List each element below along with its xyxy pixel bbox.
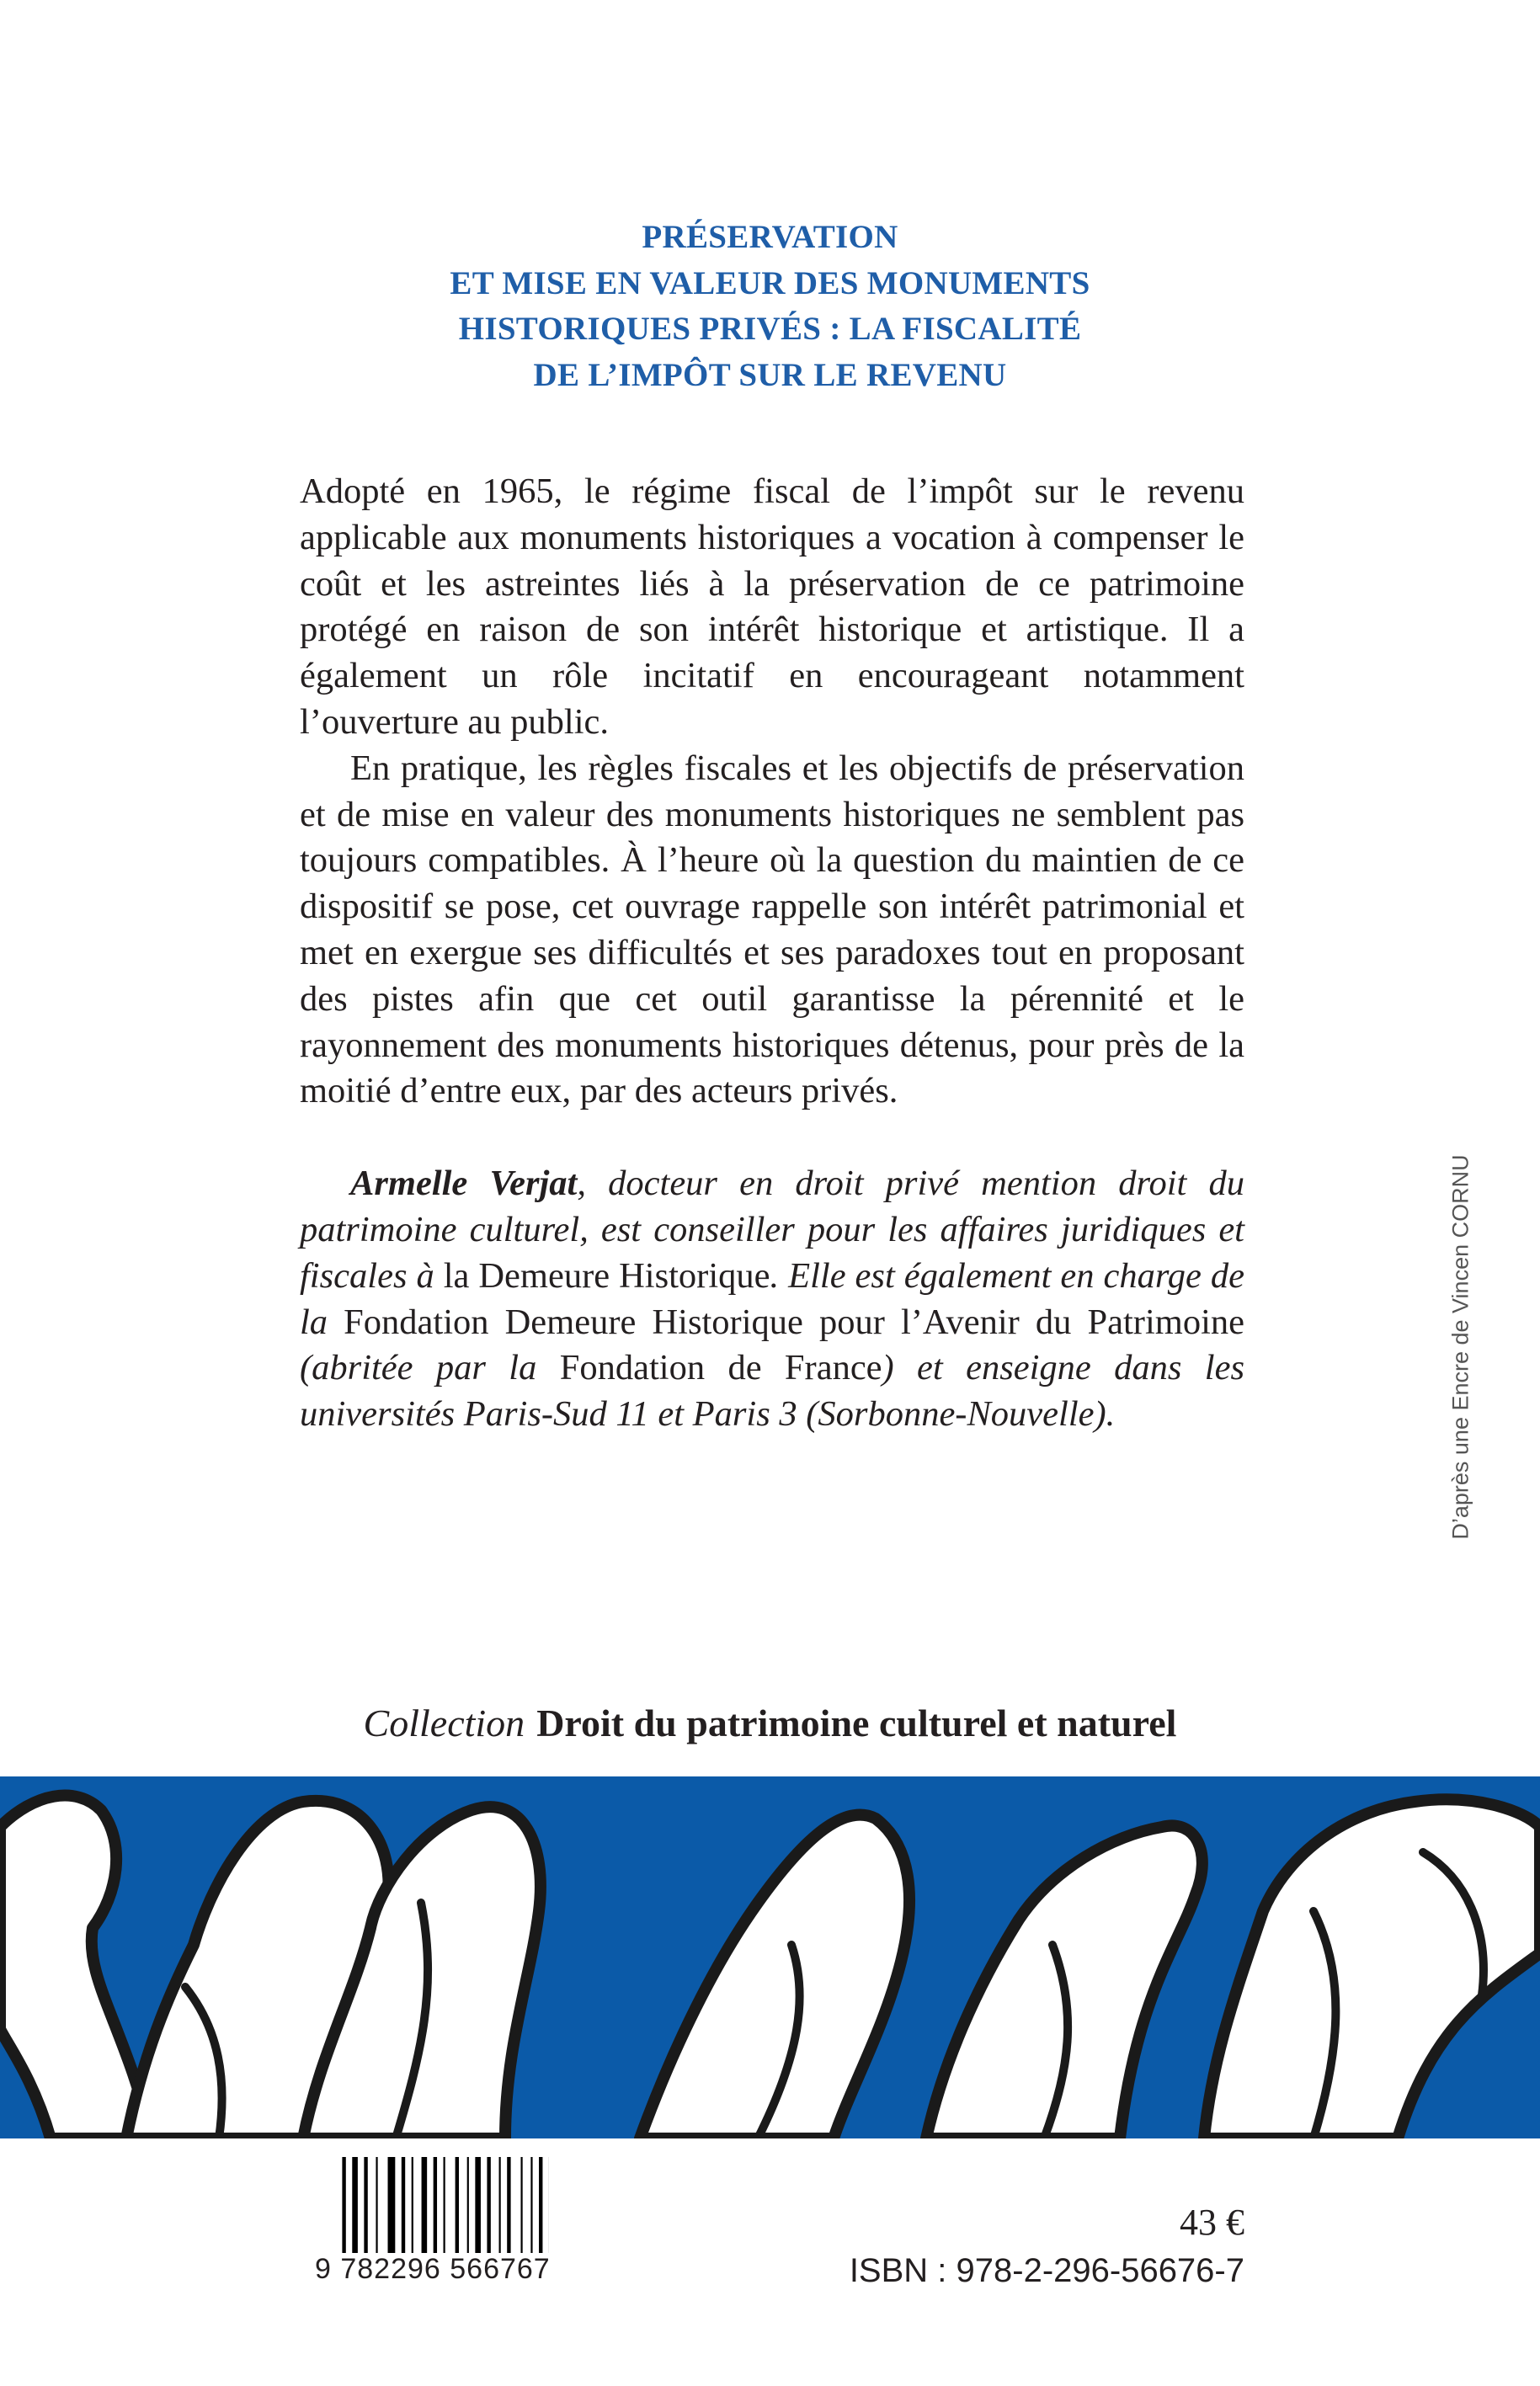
barcode-bar	[520, 2157, 522, 2262]
barcode-bar	[388, 2157, 396, 2262]
bio-text: , docteur en droit privé mention droit du patrimoine culturel, est conseiller pour les affaires juridiques et fiscales à	[300, 1164, 1244, 1296]
barcode-bar	[364, 2157, 367, 2262]
author-bio	[300, 1161, 1244, 1438]
bio-org: la Demeure Historique	[443, 1255, 770, 1296]
barcode-bar	[402, 2157, 405, 2262]
price: 43 €	[1180, 2202, 1244, 2243]
barcode-bar	[507, 2157, 510, 2262]
barcode-bar	[530, 2157, 532, 2262]
bio-text: . Elle est également en charge de la	[300, 1255, 1245, 1342]
barcode-bar	[352, 2157, 358, 2262]
bio-org: Fondation Demeure Historique pour l’Avenir du Patrimoine	[344, 1302, 1244, 1342]
title-line: PRÉSERVATION	[642, 219, 898, 255]
book-title	[0, 215, 1540, 398]
bio-org: Fondation de France	[559, 1348, 882, 1388]
barcode-bar	[434, 2157, 437, 2262]
barcode-bar	[412, 2157, 413, 2262]
blurb-paragraph: En pratique, les règles fiscales et les objectifs de préservation et de mise en valeur des monuments historiques ne semblent pas toujours compatibles. À l’heure où la question du maintien de ce dispositif se pose, cet ouvrage rappelle son intérêt patrimonial et met en exergue ses difficultés et ses paradoxes tout en proposant des pistes afin que cet outil garantisse la pérennité et le rayonnement des monuments historiques détenus, pour près de la moitié d’entre eux, par des acteurs privés.	[300, 748, 1244, 1111]
bio-text: (abritée par la	[300, 1348, 560, 1388]
title-line: HISTORIQUES PRIVÉS : LA FISCALITÉ	[458, 311, 1082, 347]
barcode-bar	[422, 2157, 428, 2262]
blurb	[300, 469, 1244, 1438]
title-line: DE L’IMPÔT SUR LE REVENU	[533, 356, 1007, 393]
barcode-bar	[467, 2157, 469, 2262]
blurb-paragraph: Adopté en 1965, le régime fiscal de l’impôt sur le revenu applicable aux monuments historiques a vocation à compenser le coût et les astreintes liés à la préservation de ce patrimoine protégé en raison de son intérêt historique et artistique. Il a également un rôle incitatif en encourageant notamment l’ouverture au public.	[300, 471, 1244, 742]
collection-line	[0, 1701, 1540, 1745]
author-name: Armelle Verjat	[350, 1164, 578, 1204]
illustration-credit: D’après une Encre de Vincen CORNU	[1447, 1154, 1473, 1540]
barcode-bar	[376, 2157, 377, 2262]
collection-label: Collection	[363, 1702, 525, 1744]
barcode-bar	[539, 2157, 542, 2262]
collection-name: Droit du patrimoine culturel et naturel	[536, 1702, 1177, 1744]
barcode-bar	[487, 2157, 490, 2262]
isbn: ISBN : 978-2-296-56676-7	[849, 2252, 1244, 2289]
barcode-digits: 9 782296 566767	[315, 2253, 551, 2285]
bio-text: ) et enseigne dans les universités Paris-Sud 11 et Paris 3 (Sorbonne-Nouvelle).	[300, 1348, 1244, 1435]
barcode-bar	[475, 2157, 481, 2262]
title-line: ET MISE EN VALEUR DES MONUMENTS	[450, 264, 1090, 301]
figures-illustration	[0, 1776, 1540, 2138]
barcode-bar	[444, 2157, 445, 2262]
barcode-bar	[499, 2157, 501, 2262]
